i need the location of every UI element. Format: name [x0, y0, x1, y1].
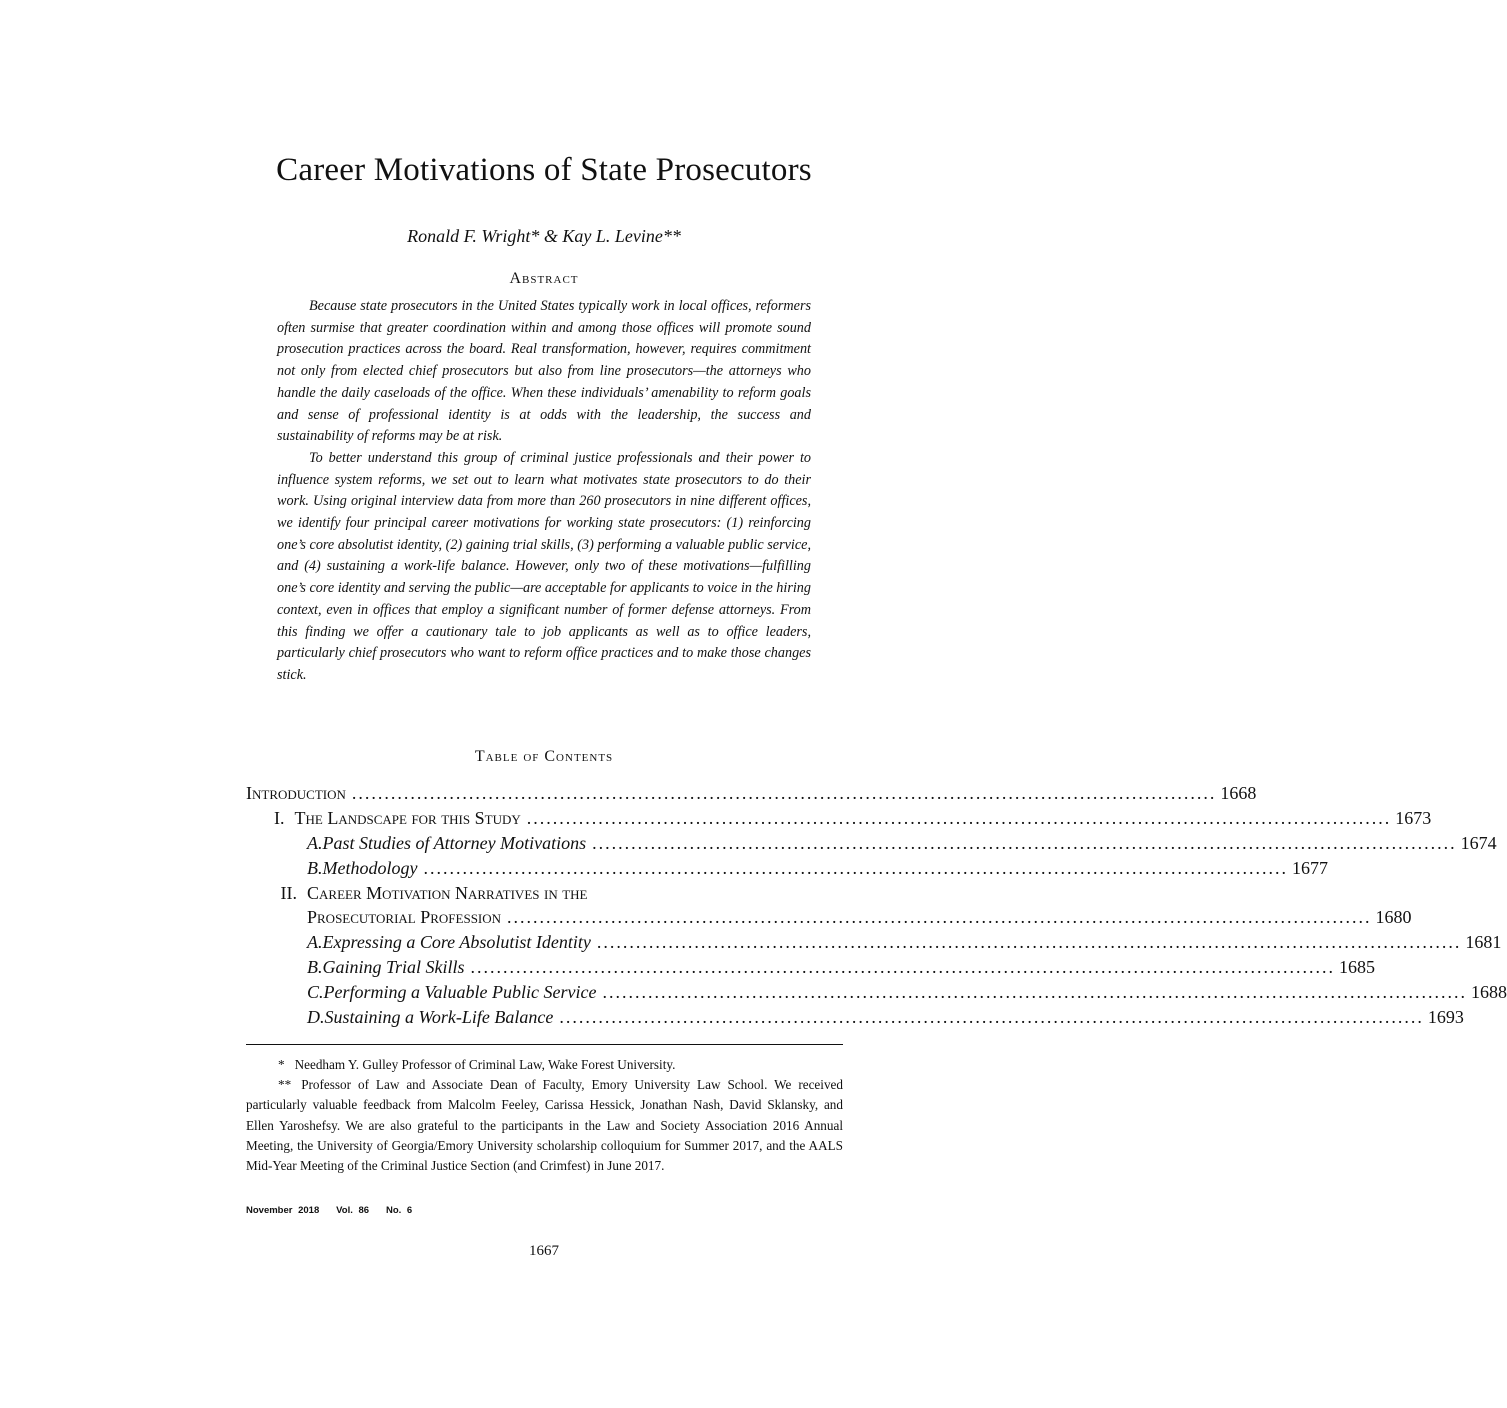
table-of-contents [246, 781, 1507, 1030]
abstract-paragraph: Because state prosecutors in the United States typically work in local offices, reformers often surmise that greater coordination within and among those offices will promote sound prosecution practices across the board. Real transformation, however, requires commitment not only from elected chief prosecutors but also from line prosecutors—the attorneys who handle the daily caseloads of the office. When these individuals’ amenability to reform goals and sense of professional identity is at odds with the leadership, the success and sustainability of reforms may be at risk. [277, 298, 811, 445]
toc-entry-page: 1668 [1220, 783, 1257, 803]
toc-leader-dots: ..................................................................................................................................... [592, 832, 1457, 853]
footnote-mark: * [278, 1057, 285, 1072]
toc-entry-number: I. [274, 807, 285, 828]
toc-entry-label: The Landscape for this Study [294, 807, 521, 828]
toc-entry-page: 1688 [1470, 982, 1507, 1003]
toc-entry-number: II. [280, 882, 297, 903]
toc-entry-label: Sustaining a Work-Life Balance [324, 1007, 554, 1028]
toc-entry-part-2-c[interactable] [246, 980, 1507, 1005]
footnote-text: Needham Y. Gulley Professor of Criminal Law, Wake Forest University. [294, 1057, 676, 1072]
toc-entry-number: B. [307, 957, 323, 978]
footnotes [246, 1055, 843, 1176]
toc-leader-dots: ..................................................................................................................................... [423, 857, 1288, 878]
toc-entry-label: Expressing a Core Absolutist Identity [322, 932, 591, 953]
article-title: Career Motivations of State Prosecutors [276, 152, 812, 188]
footnote-divider [246, 1044, 843, 1045]
toc-leader-dots: ..................................................................................................................................... [526, 807, 1392, 828]
toc-entry-number: A. [307, 832, 323, 853]
footnote-mark: ** [278, 1077, 292, 1093]
toc-entry-page: 1685 [1339, 957, 1376, 978]
toc-entry-page: 1680 [1375, 907, 1412, 928]
toc-leader-dots: ..................................................................................................................................... [596, 932, 1462, 953]
toc-leader-dots: ..................................................................................................................................... [507, 907, 1372, 928]
footnote-text: Professor of Law and Associate Dean of Faculty, Emory University Law School. We received particularly valuable feedback from Malcolm Feeley, Carissa Hessick, Jonathan Nash, David Sklansky, and Ellen Yaroshefsy. We are also grateful to the participants in the Law and Society Association 2016 Annual Meeting, the University of Georgia/Emory University scholarship colloquium for Summer 2017, and the AALS Mid-Year Meeting of the Criminal Justice Section (and Crimfest) in June 2017. [246, 1077, 843, 1174]
abstract-paragraph: To better understand this group of criminal justice professionals and their power to influence system reforms, we set out to learn what motivates state prosecutors to do their work. Using original interview data from more than 260 prosecutors in nine different offices, we identify four principal career motivations for working state prosecutors: (1) reinforcing one’s core absolutist identity, (2) gaining trial skills, (3) performing a valuable public service, and (4) sustaining a work-life balance. However, only two of these motivations—fulfilling one’s core identity and serving the public—are acceptable for applicants to voice in the hiring context, even in offices that employ a significant number of former defense attorneys. From this finding we offer a cautionary tale to job applicants as well as to office leaders, particularly chief prosecutors who want to reform office practices and to make those changes stick. [277, 449, 811, 683]
toc-entry-part-1[interactable] [246, 806, 1432, 831]
toc-entry-number: A. [307, 932, 323, 953]
footnote [246, 1075, 843, 1176]
toc-leader-dots: ..................................................................................................................................... [559, 1007, 1424, 1028]
toc-entry-page: 1681 [1465, 932, 1502, 953]
issue-line: November 2018 Vol. 86 No. 6 [246, 1205, 413, 1216]
toc-entry-part-2-a[interactable] [246, 930, 1502, 955]
page-number: 1667 [529, 1243, 559, 1259]
toc-entry-number: D. [307, 1007, 325, 1028]
toc-entry-page: 1677 [1291, 857, 1328, 878]
toc-entry-page: 1674 [1460, 832, 1497, 853]
toc-leader-dots: ..................................................................................................................................... [602, 982, 1467, 1003]
abstract-heading: Abstract [509, 270, 579, 287]
toc-entry-part-1-b[interactable] [246, 856, 1328, 881]
toc-entry-part-2-continued[interactable] [246, 905, 1412, 930]
toc-entry-label: Career Motivation Narratives in the [307, 882, 588, 903]
footnote [246, 1055, 843, 1075]
toc-entry-label: Performing a Valuable Public Service [323, 982, 597, 1003]
toc-entry-part-2-b[interactable] [246, 955, 1376, 980]
toc-leader-dots: ..................................................................................................................................... [351, 783, 1217, 803]
toc-entry-number: B. [307, 857, 323, 878]
toc-entry-label: Prosecutorial Profession [307, 907, 502, 928]
toc-entry-page: 1693 [1427, 1007, 1464, 1028]
toc-entry-part-2-d[interactable] [246, 1005, 1464, 1030]
toc-entry-label: Past Studies of Attorney Motivations [322, 832, 587, 853]
toc-entry-part-1-a[interactable] [246, 831, 1497, 856]
article-authors: Ronald F. Wright* & Kay L. Levine** [407, 226, 681, 246]
toc-entry-page: 1673 [1395, 807, 1432, 828]
toc-entry-number: C. [307, 982, 324, 1003]
toc-leader-dots: ..................................................................................................................................... [470, 957, 1336, 978]
abstract-body [277, 296, 811, 687]
toc-heading: Table of Contents [474, 748, 614, 765]
toc-entry-part-2[interactable] [246, 881, 843, 906]
toc-entry-label: Gaining Trial Skills [322, 957, 465, 978]
toc-entry-label: Introduction [246, 783, 346, 803]
toc-entry-label: Methodology [322, 857, 418, 878]
toc-entry-introduction[interactable] [246, 781, 1257, 806]
